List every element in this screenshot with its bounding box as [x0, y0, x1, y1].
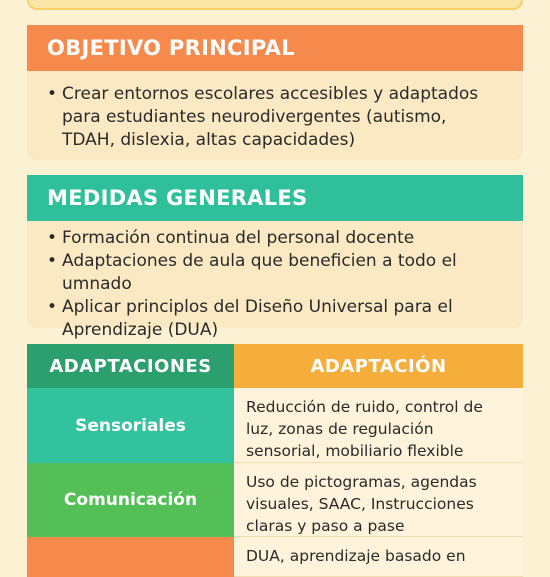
list-item [47, 250, 503, 296]
card-objetivo-principal [27, 25, 523, 160]
list-item-text: Crear entornos escolares accesibles y adaptados para estudiantes neurodivergentes (autismo, TDAH, dislexia, altas capacidades) [62, 84, 479, 150]
list-item-text: Adaptaciones de aula que beneficien a todo el umnado [62, 251, 457, 294]
table-cell-category: Sensoriales [27, 388, 234, 463]
bullet-icon: • [47, 297, 58, 317]
adaptaciones-table [27, 344, 523, 574]
table-cell-category [27, 537, 234, 577]
card-objetivo-body [27, 71, 523, 152]
table-row [27, 463, 523, 537]
list-item [47, 227, 503, 250]
bullet-icon: • [47, 84, 58, 104]
bullet-icon: • [47, 251, 58, 271]
table-cell-detail: DUA, aprendizaje basado en [234, 537, 523, 577]
table-cell-category: Comunicación [27, 463, 234, 537]
card-medidas-generales [27, 175, 523, 340]
bullet-icon: • [47, 228, 58, 248]
table-header-adaptaciones: ADAPTACIONES [27, 344, 234, 388]
list-item-text: Formación continua del personal docente [62, 228, 415, 248]
card-medidas-body [27, 221, 523, 342]
list-item-text: Aplicar principlos del Diseño Universal para el Aprendizaje (DUA) [62, 297, 453, 340]
list-item [47, 296, 503, 342]
table-cell-detail: Reducción de ruido, control de luz, zonas de regulación sensorial, mobiliario flexible [234, 388, 523, 463]
previous-card-edge [27, 0, 523, 10]
list-item [47, 83, 503, 152]
table-cell-detail: Uso de pictogramas, agendas visuales, SAAC, Instrucciones claras y paso a pase [234, 463, 523, 537]
table-row [27, 537, 523, 577]
card-medidas-title: MEDIDAS GENERALES [27, 175, 523, 221]
table-header [27, 344, 523, 388]
card-objetivo-title: OBJETIVO PRINCIPAL [27, 25, 523, 71]
table-row [27, 388, 523, 463]
table-header-adaptacion: ADAPTACIÓN [234, 344, 523, 388]
